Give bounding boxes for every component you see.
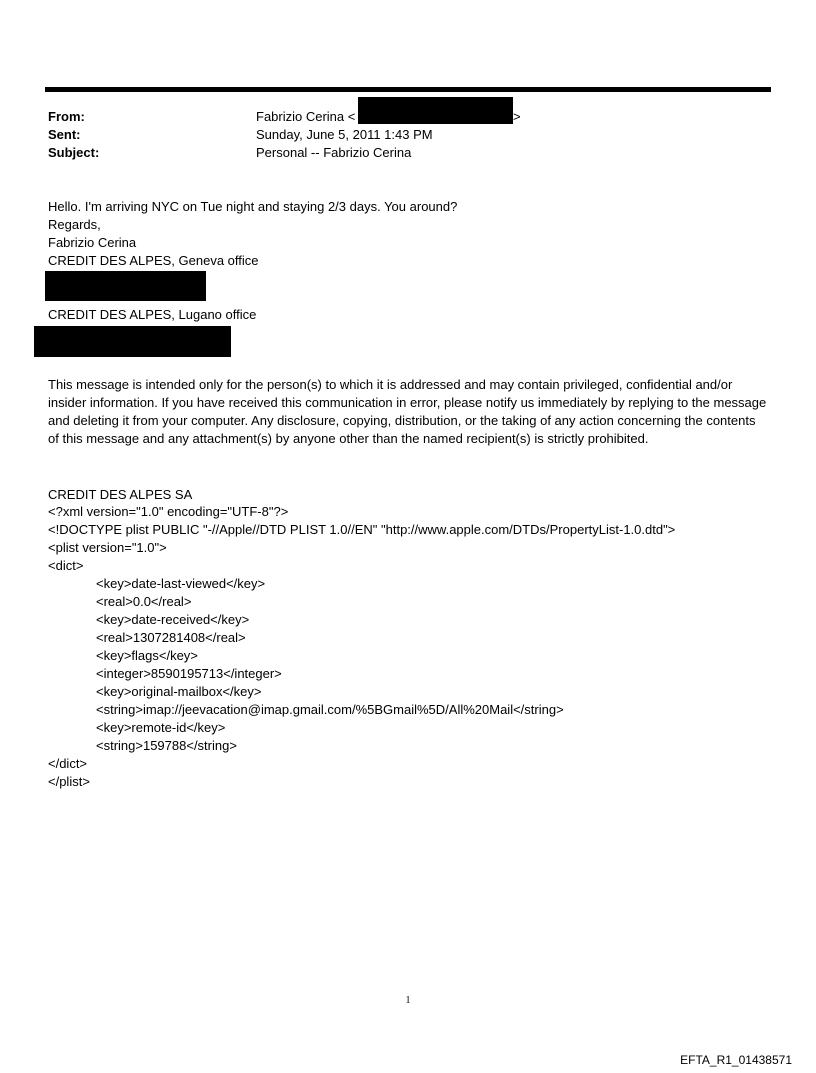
plist-entry: <key>remote-id</key> <box>96 720 226 735</box>
plist-entry: <key>flags</key> <box>96 648 198 663</box>
signature-name: Fabrizio Cerina <box>48 235 137 250</box>
message-closing: Regards, <box>48 217 101 232</box>
redaction-box-email <box>358 97 513 124</box>
redaction-box-geneva <box>45 271 206 301</box>
plist-open-tag: <plist version="1.0"> <box>48 540 167 555</box>
header-rule <box>45 87 771 92</box>
signature-office-lugano: CREDIT DES ALPES, Lugano office <box>48 307 257 322</box>
plist-entry: <key>original-mailbox</key> <box>96 684 262 699</box>
subject-value: Personal -- Fabrizio Cerina <box>256 145 412 160</box>
company-name: CREDIT DES ALPES SA <box>48 487 193 502</box>
signature-office-geneva: CREDIT DES ALPES, Geneva office <box>48 253 259 268</box>
confidentiality-disclaimer: This message is intended only for the person(s) to which it is addressed and may contain privileged, confidential and/or insider information. If you have received this communication in error, please notify us immediately by replying to the message and deleting it from your computer. Any disclosure, copying, distribution, or the taking of any action concerning the contents of this message and any attachment(s) by anyone other than the named recipient(s) is strictly prohibited. <box>48 377 767 446</box>
message-greeting: Hello. I'm arriving NYC on Tue night and staying 2/3 days. You around? <box>48 199 458 214</box>
dict-open-tag: <dict> <box>48 558 84 573</box>
plist-entry: <string>imap://jeevacation@imap.gmail.com/%5BGmail%5D/All%20Mail</string> <box>96 702 564 717</box>
plist-entry: <integer>8590195713</integer> <box>96 666 282 681</box>
plist-entry: <key>date-received</key> <box>96 612 250 627</box>
plist-doctype: <!DOCTYPE plist PUBLIC "-//Apple//DTD PLIST 1.0//EN" "http://www.apple.com/DTDs/PropertyList-1.0.dtd"> <box>48 522 676 537</box>
plist-xml-declaration: <?xml version="1.0" encoding="UTF-8"?> <box>48 504 289 519</box>
plist-close-tag: </plist> <box>48 774 90 789</box>
from-value: Fabrizio Cerina < <box>256 109 356 124</box>
plist-entry: <real>0.0</real> <box>96 594 192 609</box>
plist-entry: <string>159788</string> <box>96 738 237 753</box>
subject-label: Subject: <box>48 145 100 160</box>
sent-value: Sunday, June 5, 2011 1:43 PM <box>256 127 433 142</box>
redaction-box-lugano <box>34 326 231 357</box>
page-number: 1 <box>405 995 411 1006</box>
from-close-bracket: > <box>513 109 521 124</box>
plist-entry: <real>1307281408</real> <box>96 630 246 645</box>
plist-entry: <key>date-last-viewed</key> <box>96 576 266 591</box>
from-label: From: <box>48 109 85 124</box>
dict-close-tag: </dict> <box>48 756 88 771</box>
bates-number: EFTA_R1_01438571 <box>680 1053 792 1067</box>
sent-label: Sent: <box>48 127 81 142</box>
